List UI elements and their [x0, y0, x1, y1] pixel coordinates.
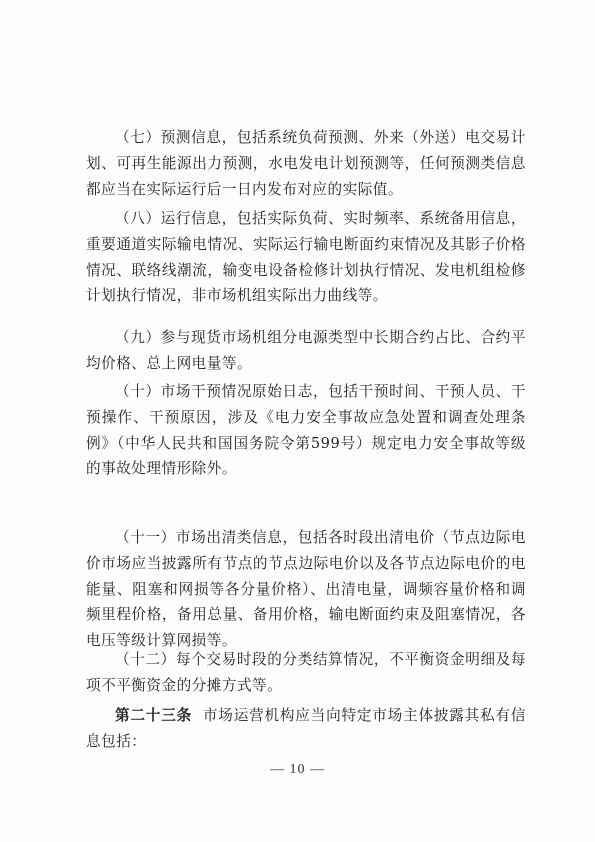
paragraph-8: （八）运行信息，包括实际负荷、实时频率、系统备用信息，重要通道实际输电情况、实际运行输电断面约束情况及其影子价格情况、联络线潮流，输变电设备检修计划执行情况、发电机组检修计划执行情况，非市场机组实际出力曲线等。	[86, 210, 526, 305]
article-text: 市场运营机构应当向特定市场主体披露其私有信息包括：	[86, 707, 526, 750]
article-23	[86, 703, 526, 755]
article-label: 第二十三条	[115, 707, 192, 724]
page-number: — 10 —	[270, 762, 325, 777]
paragraph-11: （十一）市场出清类信息，包括各时段出清电价（节点边际电价市场应当披露所有节点的节点边际电价以及各节点边际电价的电能量、阻塞和网损等各分量价格）、出清电量，调频容量价格和调频里程价格，备用总量、备用价格，输电断面约束及阻塞情况，各电压等级计算网损等。	[86, 529, 526, 650]
paragraph-12: （十二）每个交易时段的分类结算情况，不平衡资金明细及每项不平衡资金的分摊方式等。	[86, 651, 526, 694]
paragraph-7: （七）预测信息，包括系统负荷预测、外来（外送）电交易计划、可再生能源出力预测，水电发电计划预测等，任何预测类信息都应当在实际运行后一日内发布对应的实际值。	[86, 129, 526, 198]
paragraph-9: （九）参与现货市场机组分电源类型中长期合约占比、合约平均价格、总上网电量等。	[86, 329, 526, 372]
paragraph-10: （十）市场干预情况原始日志，包括干预时间、干预人员、干预操作、干预原因，涉及《电力安全事故应急处置和调查处理条例》（中华人民共和国国务院令第599号）规定电力安全事故等级的事故处理情形除外。	[86, 383, 526, 478]
